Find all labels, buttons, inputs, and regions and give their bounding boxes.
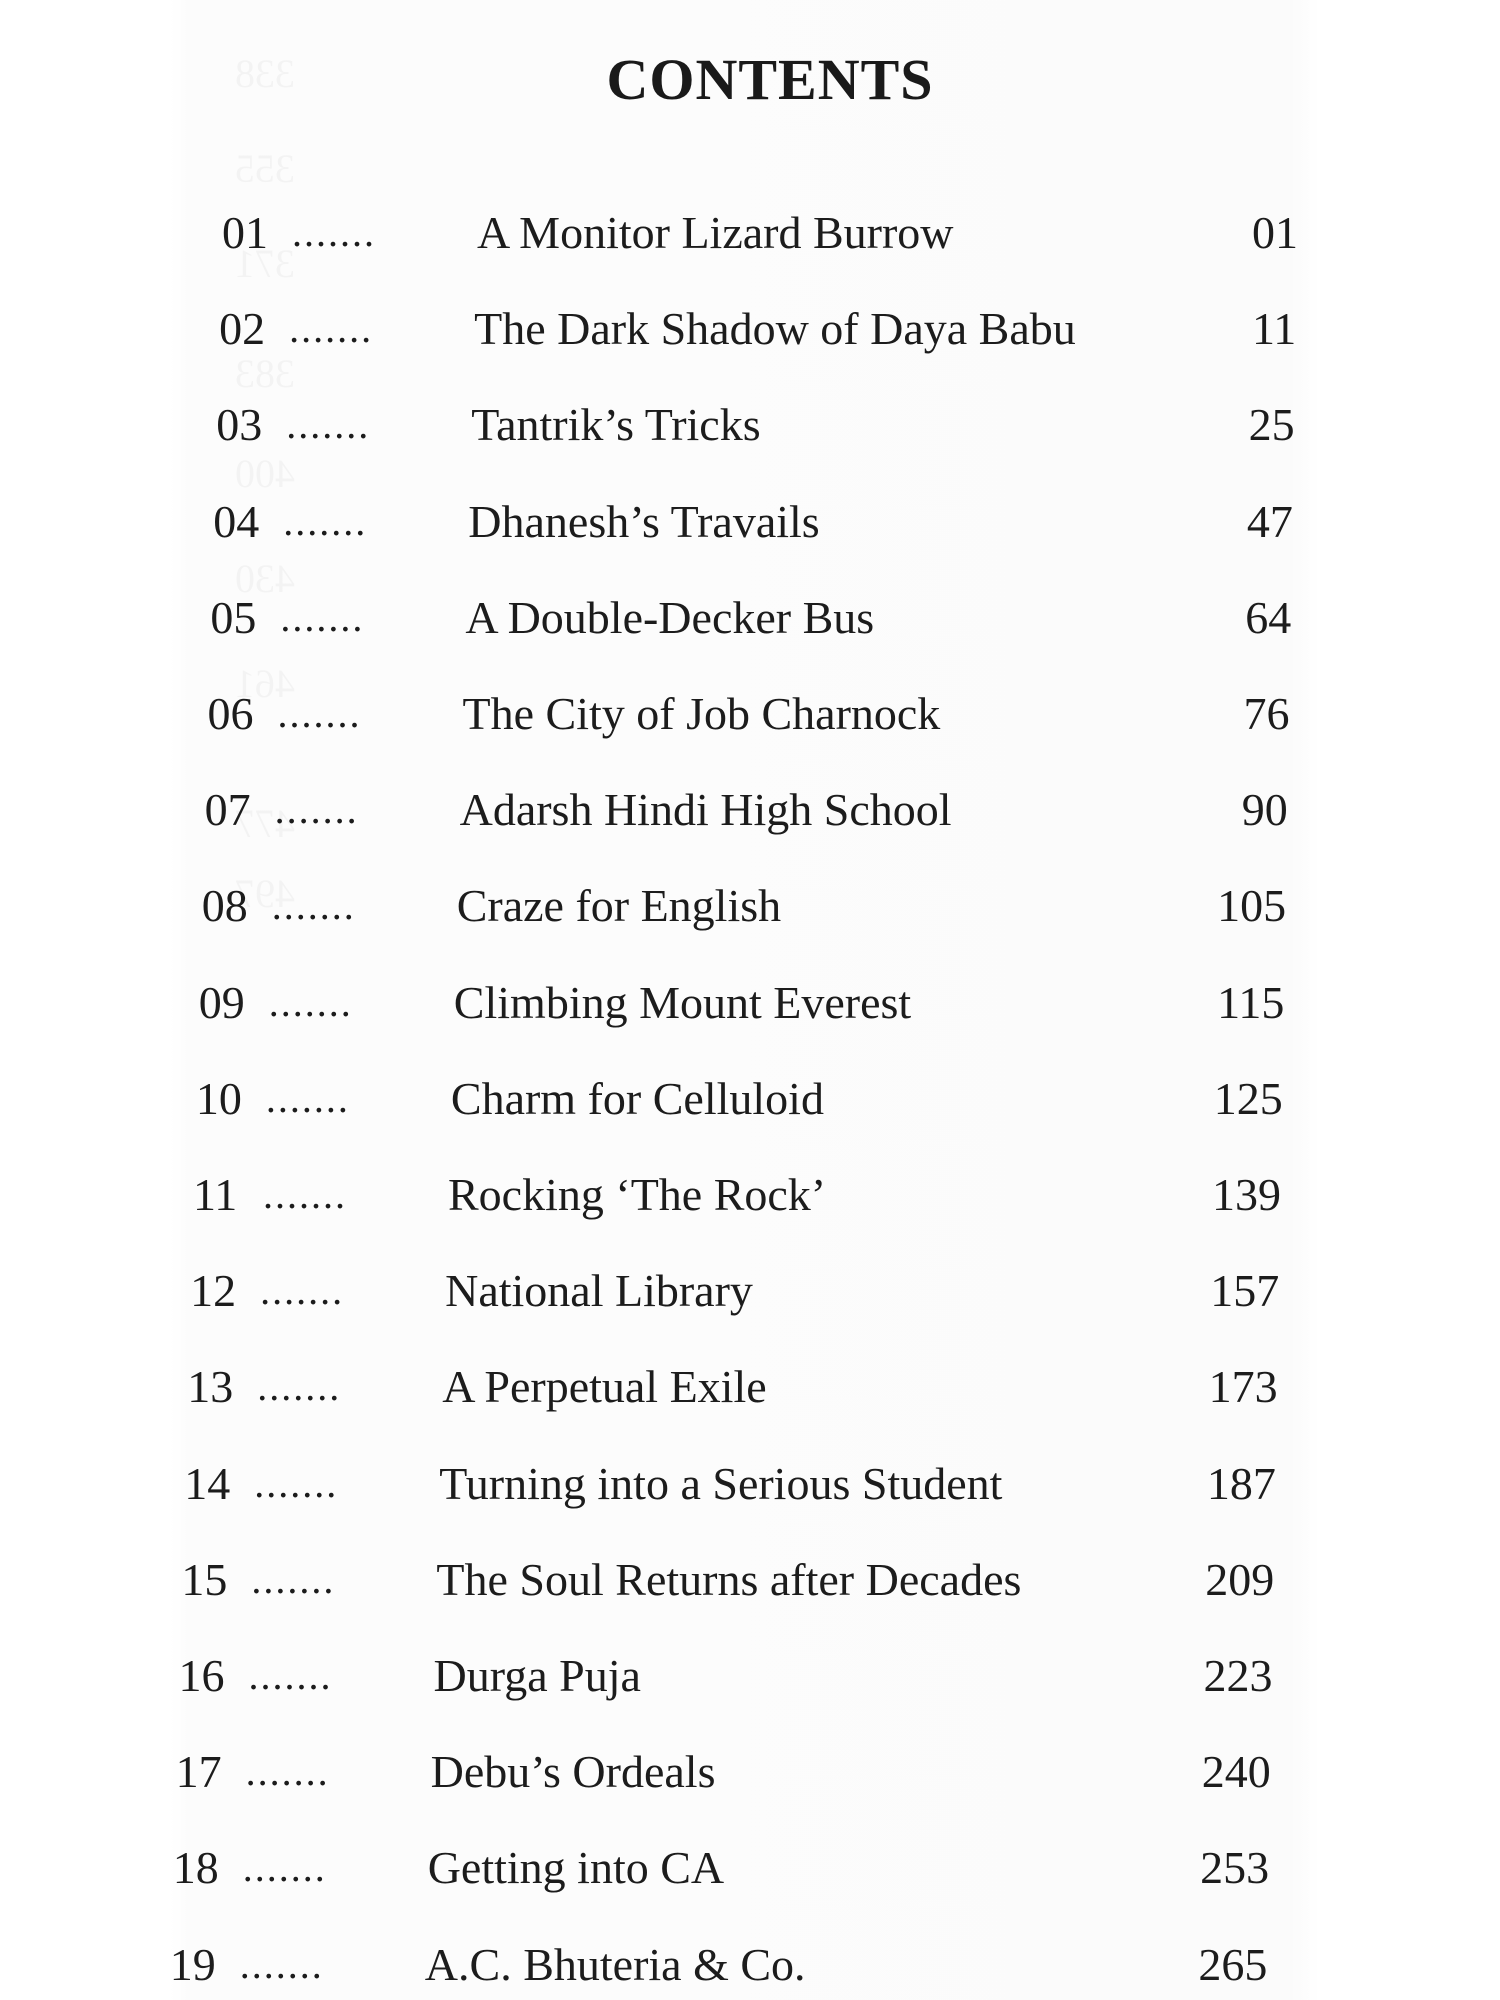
dot-leader: ....... [254, 1460, 339, 1506]
page-number: 01 [1252, 207, 1298, 258]
chapter-title: A Perpetual Exile [442, 1361, 767, 1413]
page-number: 105 [1217, 880, 1287, 932]
toc-entry [213, 487, 1293, 557]
page-number: 223 [1203, 1650, 1273, 1701]
chapter-title: Debu’s Ordeals [430, 1746, 716, 1798]
dot-leader: ....... [265, 1075, 350, 1121]
toc-entry [208, 679, 1290, 749]
dot-leader: ....... [239, 1941, 324, 1987]
page-number: 11 [1251, 303, 1297, 355]
contents-heading: CONTENTS [606, 47, 934, 112]
dot-leader: ....... [251, 1556, 336, 1602]
page-number: 64 [1245, 591, 1292, 643]
chapter-title: The City of Job Charnock [462, 688, 941, 739]
toc-entry [210, 583, 1291, 653]
toc-entry [173, 1833, 1269, 1903]
chapter-title: The Soul Returns after Decades [436, 1553, 1022, 1605]
page-number: 115 [1217, 976, 1285, 1028]
page-number: 209 [1205, 1553, 1275, 1605]
chapter-title: Durga Puja [433, 1650, 641, 1701]
dot-leader: ....... [286, 402, 371, 448]
chapter-number: 16 [178, 1650, 225, 1701]
chapter-number: 04 [213, 495, 260, 547]
chapter-number: 15 [181, 1553, 228, 1605]
chapter-title: Charm for Celluloid [450, 1072, 824, 1124]
page-number: 25 [1248, 399, 1295, 451]
page-number: 173 [1208, 1361, 1278, 1413]
toc-entry [216, 390, 1294, 460]
chapter-number: 19 [169, 1938, 216, 1990]
chapter-title: Dhanesh’s Travails [468, 495, 820, 547]
chapter-number: 07 [204, 784, 251, 836]
page-number: 47 [1246, 495, 1293, 547]
toc-entry [170, 1930, 1268, 2000]
page-number: 157 [1210, 1265, 1280, 1317]
dot-leader: ....... [242, 1845, 327, 1891]
dot-leader: ....... [289, 306, 374, 352]
dot-leader: ....... [257, 1364, 342, 1410]
toc-entry [193, 1160, 1281, 1230]
chapter-title: Getting into CA [427, 1842, 725, 1894]
chapter-number: 10 [195, 1072, 242, 1124]
dot-leader: ....... [248, 1653, 333, 1698]
chapter-title: A.C. Bhuteria & Co. [424, 1938, 806, 1990]
page-number: 187 [1206, 1457, 1276, 1509]
chapter-number: 03 [216, 399, 263, 451]
chapter-number: 14 [184, 1457, 231, 1509]
chapter-title: The Dark Shadow of Daya Babu [474, 303, 1076, 355]
toc-entry [219, 294, 1296, 364]
dot-leader: ....... [263, 1172, 347, 1217]
page-number: 265 [1198, 1938, 1268, 1990]
toc-entry [205, 775, 1288, 845]
chapter-number: 12 [190, 1265, 237, 1317]
page-number: 90 [1241, 784, 1288, 836]
toc-entry [187, 1352, 1277, 1422]
toc-entry [184, 1449, 1276, 1519]
page-number: 125 [1213, 1072, 1283, 1124]
chapter-number: 01 [222, 207, 268, 258]
toc-entry [190, 1256, 1279, 1326]
chapter-number: 05 [210, 591, 257, 643]
chapter-number: 02 [219, 303, 266, 355]
toc-entry [199, 968, 1285, 1038]
chapter-title: Rocking ‘The Rock’ [448, 1169, 827, 1220]
chapter-number: 13 [187, 1361, 234, 1413]
dot-leader: ....... [277, 691, 362, 736]
toc-entry [222, 198, 1298, 268]
dot-leader: ....... [274, 787, 359, 833]
chapter-number: 06 [207, 688, 254, 739]
toc-entry [196, 1064, 1283, 1134]
chapter-title: Craze for English [456, 880, 782, 932]
chapter-number: 09 [198, 976, 245, 1028]
dot-leader: ....... [260, 1268, 345, 1314]
dot-leader: ....... [283, 498, 368, 544]
dot-leader: ....... [292, 210, 376, 255]
page-number: 76 [1243, 688, 1290, 739]
toc-entry [179, 1641, 1273, 1711]
toc-entry [176, 1737, 1271, 1807]
chapter-title: Turning into a Serious Student [439, 1457, 1003, 1509]
chapter-title: Climbing Mount Everest [453, 976, 912, 1028]
chapter-number: 11 [193, 1169, 238, 1220]
dot-leader: ....... [268, 979, 353, 1025]
chapter-title: Tantrik’s Tricks [471, 399, 761, 451]
chapter-number: 18 [172, 1842, 219, 1894]
dot-leader: ....... [245, 1749, 330, 1795]
page-number: 253 [1200, 1842, 1270, 1894]
chapter-title: National Library [445, 1265, 753, 1317]
chapter-number: 17 [175, 1746, 222, 1798]
page-number: 139 [1212, 1169, 1281, 1220]
chapter-title: A Monitor Lizard Burrow [477, 207, 954, 258]
chapter-number: 08 [201, 880, 248, 932]
chapter-title: A Double-Decker Bus [465, 591, 875, 643]
toc-entry [181, 1545, 1274, 1615]
dot-leader: ....... [280, 594, 365, 640]
dot-leader: ....... [271, 883, 356, 929]
toc-entry [202, 871, 1286, 941]
page-number: 240 [1201, 1746, 1271, 1798]
chapter-title: Adarsh Hindi High School [459, 784, 952, 836]
